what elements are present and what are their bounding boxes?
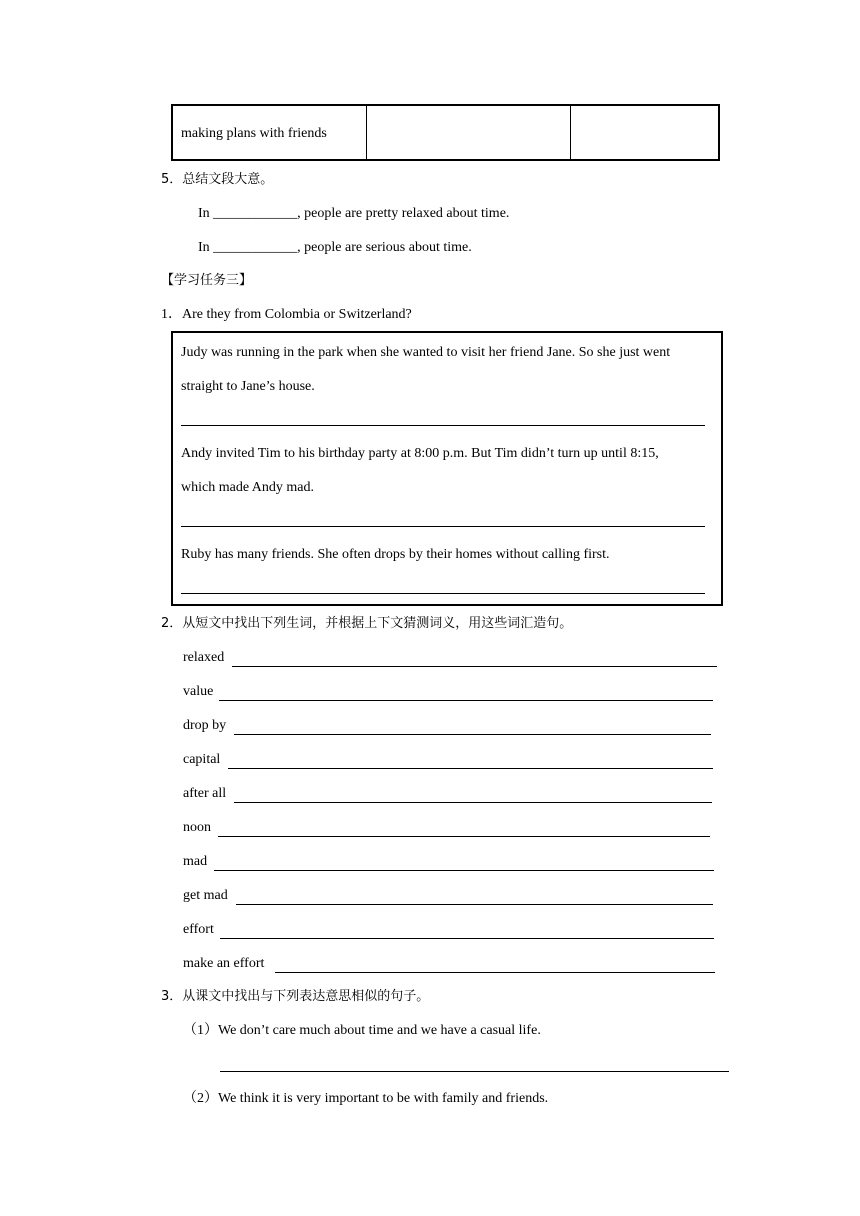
task3-q1-title: 1．Are they from Colombia or Switzerland? xyxy=(161,307,412,322)
task3-q2-title: 2．从短文中找出下列生词，并根据上下文猜测词义，用这些词汇造句。 xyxy=(161,616,573,631)
vocab-word-relaxed: relaxed xyxy=(183,650,225,665)
q3-sentence-1: （1）We don’t care much about time and we have a casual life. xyxy=(183,1023,541,1038)
vocab-answer-line[interactable] xyxy=(234,802,712,803)
vocab-answer-line[interactable] xyxy=(234,734,711,735)
vocab-answer-line[interactable] xyxy=(236,904,713,905)
vocab-word-get-mad: get mad xyxy=(183,888,228,903)
vocab-answer-line[interactable] xyxy=(220,938,714,939)
vocab-answer-line[interactable] xyxy=(232,666,717,667)
vocab-word-effort: effort xyxy=(183,922,214,937)
task3-q3-title: 3．从课文中找出与下列表达意思相似的句子。 xyxy=(161,989,430,1004)
vocab-answer-line[interactable] xyxy=(214,870,714,871)
situation-1-line-1: Judy was running in the park when she wanted to visit her friend Jane. So she just went xyxy=(181,345,671,360)
vocab-answer-line[interactable] xyxy=(219,700,713,701)
vocab-answer-line[interactable] xyxy=(218,836,710,837)
vocab-answer-line[interactable] xyxy=(275,972,715,973)
vocab-word-after-all: after all xyxy=(183,786,227,801)
vocab-word-noon: noon xyxy=(183,820,211,835)
situation-2-answer-line[interactable] xyxy=(181,526,705,527)
q3-sentence-2: （2）We think it is very important to be with family and friends. xyxy=(183,1091,549,1106)
situation-3-answer-line[interactable] xyxy=(181,593,705,594)
q3-answer-line-1[interactable] xyxy=(220,1071,729,1072)
situations-box xyxy=(171,331,723,606)
table-cell-activity: making plans with friends xyxy=(181,126,327,141)
situation-2-line-2: which made Andy mad. xyxy=(181,480,314,495)
situation-3-line-1: Ruby has many friends. She often drops by their homes without calling first. xyxy=(181,547,610,562)
vocab-word-drop-by: drop by xyxy=(183,718,227,733)
q5-sentence-2: In ____________, people are serious about time. xyxy=(198,240,472,255)
question-5-title: 5．总结文段大意。 xyxy=(161,172,274,187)
task-3-heading: 【学习任务三】 xyxy=(161,273,253,288)
vocab-word-value: value xyxy=(183,684,214,699)
situation-1-answer-line[interactable] xyxy=(181,425,705,426)
answer-table-row xyxy=(171,104,720,161)
vocab-word-mad: mad xyxy=(183,854,208,869)
table-cell-answer-1[interactable] xyxy=(366,106,367,159)
situation-1-line-2: straight to Jane’s house. xyxy=(181,379,315,394)
q5-sentence-1: In ____________, people are pretty relaxed about time. xyxy=(198,206,510,221)
vocab-word-make-an-effort: make an effort xyxy=(183,956,265,971)
vocab-word-capital: capital xyxy=(183,752,221,767)
vocab-answer-line[interactable] xyxy=(228,768,713,769)
situation-2-line-1: Andy invited Tim to his birthday party at 8:00 p.m. But Tim didn’t turn up until 8:15, xyxy=(181,446,659,461)
table-cell-answer-2[interactable] xyxy=(570,106,571,159)
